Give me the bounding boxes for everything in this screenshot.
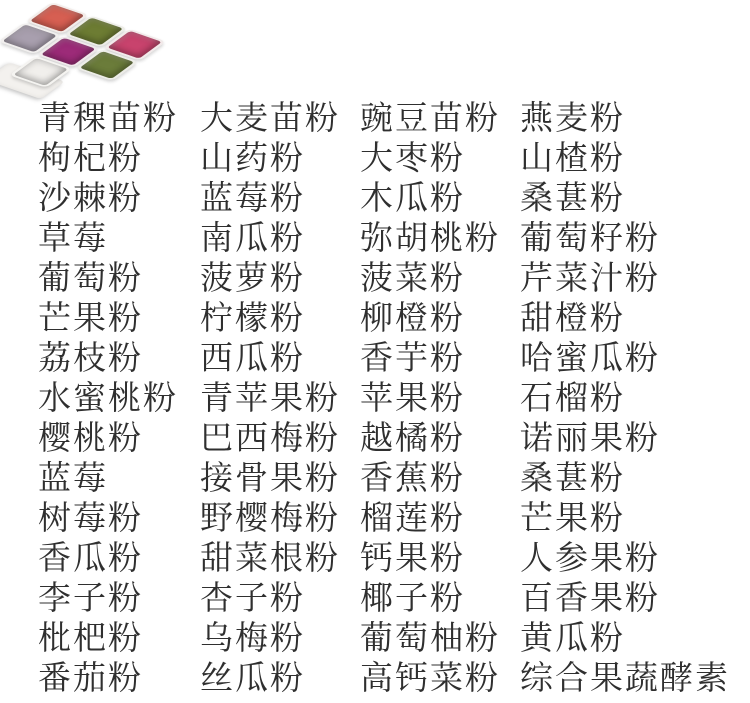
product-item: 乌梅粉 — [200, 618, 305, 657]
product-item: 大麦苗粉 — [200, 98, 340, 137]
product-item: 山药粉 — [200, 138, 305, 177]
product-item: 山楂粉 — [520, 138, 625, 177]
product-item: 诺丽果粉 — [520, 418, 660, 457]
product-item: 苹果粉 — [360, 378, 465, 417]
product-item: 石榴粉 — [520, 378, 625, 417]
product-item: 百香果粉 — [520, 578, 660, 617]
product-item: 椰子粉 — [360, 578, 465, 617]
product-item: 柠檬粉 — [200, 298, 305, 337]
product-item: 巴西梅粉 — [200, 418, 340, 457]
product-item: 葡萄籽粉 — [520, 218, 660, 257]
product-item: 蓝莓 — [38, 458, 108, 497]
product-item: 草莓 — [38, 218, 108, 257]
product-item: 桑葚粉 — [520, 178, 625, 217]
product-item: 蓝莓粉 — [200, 178, 305, 217]
product-item: 荔枝粉 — [38, 338, 143, 377]
product-item: 人参果粉 — [520, 538, 660, 577]
product-item: 青苹果粉 — [200, 378, 340, 417]
product-item: 芒果粉 — [520, 498, 625, 537]
product-item: 李子粉 — [38, 578, 143, 617]
product-item: 樱桃粉 — [38, 418, 143, 457]
product-grid — [38, 98, 742, 698]
product-item: 榴莲粉 — [360, 498, 465, 537]
product-item: 沙棘粉 — [38, 178, 143, 217]
product-item: 综合果蔬酵素 — [520, 658, 730, 697]
product-item: 香芋粉 — [360, 338, 465, 377]
product-item: 哈蜜瓜粉 — [520, 338, 660, 377]
product-item: 杏子粉 — [200, 578, 305, 617]
product-item: 黄瓜粉 — [520, 618, 625, 657]
product-item: 甜橙粉 — [520, 298, 625, 337]
product-item: 葡萄柚粉 — [360, 618, 500, 657]
product-item: 番茄粉 — [38, 658, 143, 697]
product-item: 香瓜粉 — [38, 538, 143, 577]
product-item: 水蜜桃粉 — [38, 378, 178, 417]
product-item: 大枣粉 — [360, 138, 465, 177]
product-item: 芒果粉 — [38, 298, 143, 337]
product-item: 青稞苗粉 — [38, 98, 178, 137]
product-item: 南瓜粉 — [200, 218, 305, 257]
product-item: 钙果粉 — [360, 538, 465, 577]
product-item: 高钙菜粉 — [360, 658, 500, 697]
product-item: 甜菜根粉 — [200, 538, 340, 577]
product-item: 弥胡桃粉 — [360, 218, 500, 257]
product-item: 菠萝粉 — [200, 258, 305, 297]
product-item: 木瓜粉 — [360, 178, 465, 217]
product-item: 桑葚粉 — [520, 458, 625, 497]
product-item: 豌豆苗粉 — [360, 98, 500, 137]
powder-photo — [0, 2, 170, 109]
product-item: 枇杷粉 — [38, 618, 143, 657]
product-item: 西瓜粉 — [200, 338, 305, 377]
product-item: 枸杞粉 — [38, 138, 143, 177]
product-item: 树莓粉 — [38, 498, 143, 537]
product-item: 接骨果粉 — [200, 458, 340, 497]
product-item: 越橘粉 — [360, 418, 465, 457]
product-item: 菠菜粉 — [360, 258, 465, 297]
product-item: 香蕉粉 — [360, 458, 465, 497]
product-item: 野樱梅粉 — [200, 498, 340, 537]
product-item: 丝瓜粉 — [200, 658, 305, 697]
product-item: 燕麦粉 — [520, 98, 625, 137]
product-item: 葡萄粉 — [38, 258, 143, 297]
product-item: 芹菜汁粉 — [520, 258, 660, 297]
product-item: 柳橙粉 — [360, 298, 465, 337]
